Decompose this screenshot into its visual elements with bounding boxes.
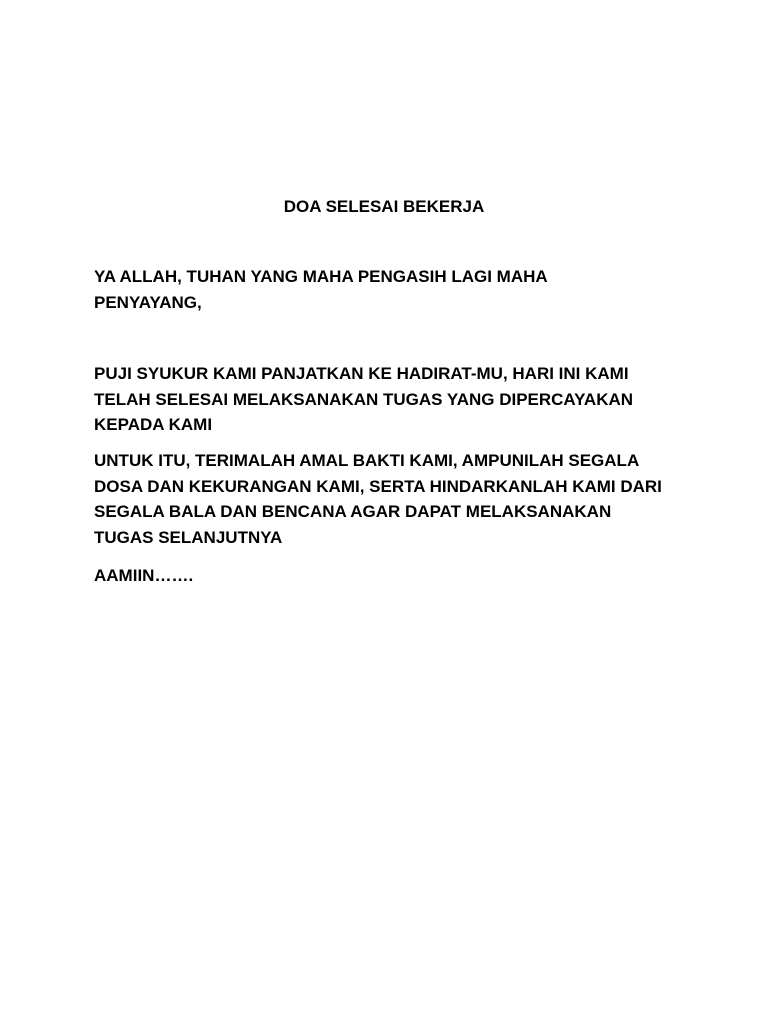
paragraph-line: YA ALLAH, TUHAN YANG MAHA PENGASIH LAGI MAHA [94,267,548,286]
paragraph-line: SEGALA BALA DAN BENCANA AGAR DAPAT MELAKSANAKAN [94,502,612,521]
paragraph-closing [94,563,734,589]
paragraph-line: PENYAYANG, [94,292,202,312]
paragraph-line: AAMIIN……. [94,566,194,585]
paragraph-request [94,448,734,550]
paragraph-line: UNTUK ITU, TERIMALAH AMAL BAKTI KAMI, AMPUNILAH SEGALA [94,451,640,470]
paragraph-gratitude [94,361,734,438]
document-title: DOA SELESAI BEKERJA [283,197,485,216]
paragraph-line: PUJI SYUKUR KAMI PANJATKAN KE HADIRAT-MU, HARI INI KAMI [94,364,629,383]
paragraph-line: KEPADA KAMI [94,415,213,434]
paragraph-line: DOSA DAN KEKURANGAN KAMI, SERTA HINDARKANLAH KAMI DARI [94,476,662,496]
paragraph-line: TUGAS SELANJUTNYA [94,527,283,547]
paragraph-line: TELAH SELESAI MELAKSANAKAN TUGAS YANG DIPERCAYAKAN [94,389,634,409]
paragraph-invocation [94,264,734,315]
